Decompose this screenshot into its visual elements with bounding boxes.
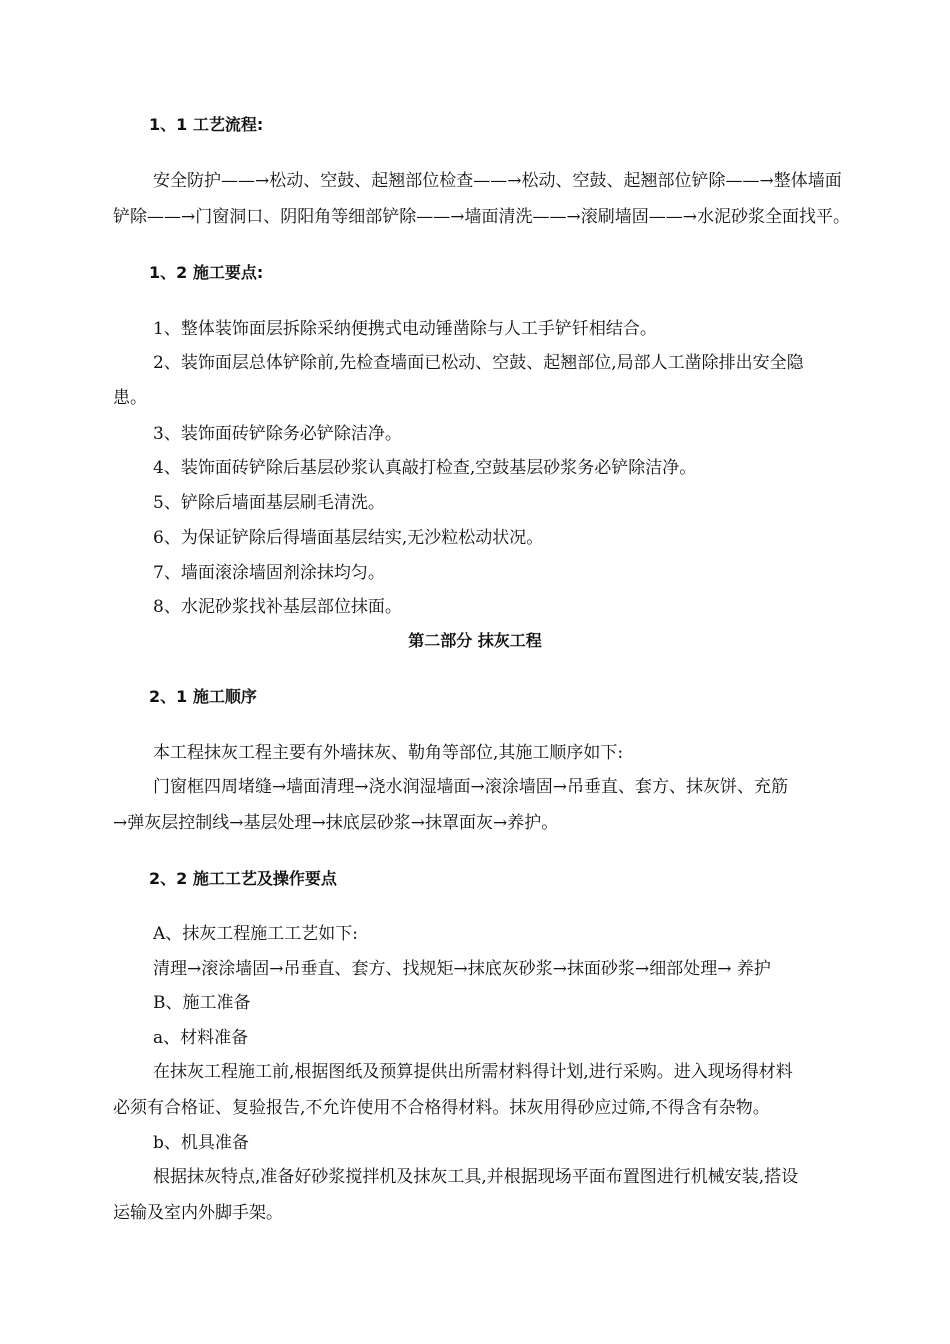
section-1-2-title: 1、2 施工要点: [149, 263, 264, 282]
list-item: 6、为保证铲除后得墙面基层结实,无沙粒松动状况。 [153, 528, 544, 548]
flow-line-1: 安全防护——→松动、空鼓、起翘部位检查——→松动、空鼓、起翘部位铲除——→整体墙面 [153, 171, 842, 191]
paragraph-line: 运输及室内外脚手架。 [113, 1203, 283, 1223]
list-item: 4、装饰面砖铲除后基层砂浆认真敲打检查,空鼓基层砂浆务必铲除洁净。 [153, 458, 697, 478]
paragraph-line: 清理→滚涂墙固→吊垂直、套方、找规矩→抹底灰砂浆→抹面砂浆→细部处理→ 养护 [153, 959, 771, 979]
paragraph-line: 门窗框四周堵缝→墙面清理→浇水润湿墙面→滚涂墙固→吊垂直、套方、抹灰饼、充筋 [153, 777, 788, 797]
paragraph-line: a、材料准备 [153, 1028, 249, 1048]
list-item: 7、墙面滚涂墙固剂涂抹均匀。 [153, 563, 385, 583]
part-2-title: 第二部分 抹灰工程 [408, 631, 542, 650]
list-item: 1、整体装饰面层拆除采纳便携式电动锤凿除与人工手铲钎相结合。 [153, 319, 657, 339]
paragraph-line: →弹灰层控制线→基层处理→抹底层砂浆→抹罩面灰→养护。 [113, 813, 559, 833]
paragraph-line: 在抹灰工程施工前,根据图纸及预算提供出所需材料得计划,进行采购。进入现场得材料 [153, 1062, 793, 1082]
section-1-1-title: 1、1 工艺流程: [149, 115, 264, 134]
paragraph-line: 根据抹灰特点,准备好砂浆搅拌机及抹灰工具,并根据现场平面布置图进行机械安装,搭设 [153, 1167, 799, 1187]
section-2-2-title: 2、2 施工工艺及操作要点 [149, 869, 337, 888]
paragraph-line: 本工程抹灰工程主要有外墙抹灰、勒角等部位,其施工顺序如下: [153, 743, 624, 763]
paragraph-line: B、施工准备 [153, 993, 251, 1013]
paragraph-line: b、机具准备 [153, 1133, 249, 1153]
list-item-continuation: 患。 [113, 388, 147, 408]
flow-line-2: 铲除——→门窗洞口、阴阳角等细部铲除——→墙面清洗——→滚刷墙固——→水泥砂浆全面找平。 [113, 207, 850, 227]
paragraph-line: 必须有合格证、复验报告,不允许使用不合格得材料。抹灰用得砂应过筛,不得含有杂物。 [113, 1098, 770, 1118]
section-2-1-title: 2、1 施工顺序 [149, 687, 257, 706]
list-item: 5、铲除后墙面基层刷毛清洗。 [153, 493, 385, 513]
list-item: 8、水泥砂浆找补基层部位抹面。 [153, 597, 402, 617]
paragraph-line: A、抹灰工程施工工艺如下: [153, 924, 359, 944]
list-item: 3、装饰面砖铲除务必铲除洁净。 [153, 424, 402, 444]
list-item: 2、装饰面层总体铲除前,先检查墙面已松动、空鼓、起翘部位,局部人工凿除排出安全隐 [153, 353, 804, 373]
